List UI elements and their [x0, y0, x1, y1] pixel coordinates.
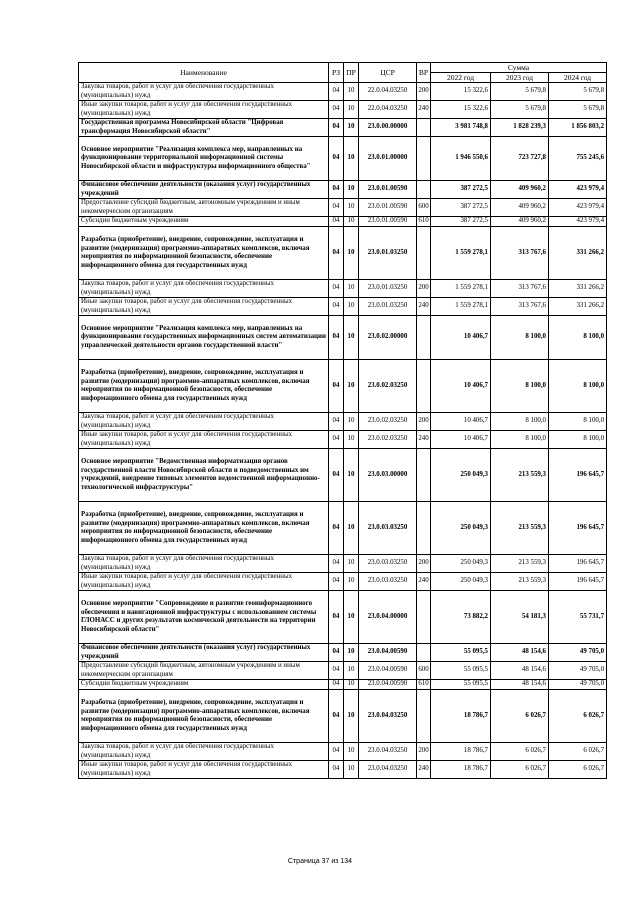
row-vr: 600: [417, 662, 431, 680]
col-header-rz: РЗ: [329, 63, 344, 83]
row-pr: 10: [344, 662, 359, 680]
table-row: [79, 690, 607, 743]
col-header-name: Наименование: [79, 63, 329, 83]
row-csr: 23.0.02.00000: [359, 316, 417, 360]
table-row: [79, 316, 607, 360]
row-sum-2022: 1 559 278,1: [431, 227, 491, 280]
table-row: [79, 502, 607, 555]
row-csr: 23.0.04.00590: [359, 662, 417, 680]
row-name: Разработка (приобретение), внедрение, сопровождение, эксплуатация и развитие (модернизация) программно-аппаратных комплексов, включая мероприятия по информационной безопасности, обеспечение информационного обмена для государственных нужд: [79, 502, 329, 555]
table-row: [79, 137, 607, 181]
row-vr: [417, 181, 431, 199]
row-sum-2024: 423 979,4: [549, 181, 607, 199]
row-name: Разработка (приобретение), внедрение, сопровождение, эксплуатация и развитие (модернизация) программно-аппаратных комплексов, включая мероприятия по информационной безопасности, обеспечение информационного обмена для государственных нужд: [79, 360, 329, 413]
row-sum-2023: 8 100,0: [491, 413, 549, 431]
row-vr: [417, 502, 431, 555]
row-sum-2022: 250 049,3: [431, 573, 491, 591]
row-sum-2022: 1 946 550,6: [431, 137, 491, 181]
row-sum-2023: 48 154,6: [491, 662, 549, 680]
row-sum-2024: 8 100,0: [549, 316, 607, 360]
row-csr: 23.0.03.03250: [359, 573, 417, 591]
row-pr: 10: [344, 573, 359, 591]
row-sum-2023: 8 100,0: [491, 360, 549, 413]
row-name: Основное мероприятие "Реализация комплекса мер, направленных на функционирование территориальной информационной системы Новосибирской области и инфраструктуры информационного общества": [79, 137, 329, 181]
row-vr: 240: [417, 761, 431, 779]
row-sum-2022: 18 786,7: [431, 743, 491, 761]
table-row: [79, 181, 607, 199]
row-sum-2024: 49 705,0: [549, 662, 607, 680]
row-vr: [417, 690, 431, 743]
row-csr: 22.0.04.03250: [359, 83, 417, 101]
row-vr: 240: [417, 573, 431, 591]
table-row: [79, 227, 607, 280]
row-sum-2024: 5 679,8: [549, 83, 607, 101]
row-csr: 23.0.01.03250: [359, 227, 417, 280]
row-name: Закупка товаров, работ и услуг для обеспечения государственных (муниципальных) нужд: [79, 280, 329, 298]
row-rz: 04: [329, 680, 344, 690]
table-row: [79, 360, 607, 413]
row-sum-2022: 15 322,6: [431, 101, 491, 119]
row-name: Субсидии бюджетным учреждениям: [79, 680, 329, 690]
row-rz: 04: [329, 743, 344, 761]
row-sum-2024: 6 026,7: [549, 743, 607, 761]
table-row: [79, 555, 607, 573]
row-csr: 23.0.04.03250: [359, 761, 417, 779]
row-sum-2023: 1 828 239,3: [491, 119, 549, 137]
table-row: [79, 119, 607, 137]
row-name: Иные закупки товаров, работ и услуг для обеспечения государственных (муниципальных) нужд: [79, 298, 329, 316]
row-csr: 23.0.03.00000: [359, 449, 417, 502]
row-csr: 23.0.01.00590: [359, 199, 417, 217]
row-sum-2023: 213 559,3: [491, 449, 549, 502]
row-name: Разработка (приобретение), внедрение, сопровождение, эксплуатация и развитие (модернизация) программно-аппаратных комплексов, включая мероприятия по информационной безопасности, обеспечение информационного обмена для государственных нужд: [79, 690, 329, 743]
row-vr: 200: [417, 280, 431, 298]
row-csr: 23.0.03.03250: [359, 555, 417, 573]
col-header-2024: 2024 год: [549, 73, 607, 83]
row-rz: 04: [329, 217, 344, 227]
row-sum-2023: 723 727,8: [491, 137, 549, 181]
row-sum-2022: 55 095,5: [431, 644, 491, 662]
row-pr: 10: [344, 217, 359, 227]
row-rz: 04: [329, 413, 344, 431]
row-sum-2024: 55 731,7: [549, 591, 607, 644]
row-csr: 23.0.04.00590: [359, 680, 417, 690]
row-name: Разработка (приобретение), внедрение, сопровождение, эксплуатация и развитие (модернизация) программно-аппаратных комплексов, включая мероприятия по информационной безопасности, обеспечение информационного обмена для государственных нужд: [79, 227, 329, 280]
row-sum-2024: 331 266,2: [549, 280, 607, 298]
row-sum-2023: 5 679,8: [491, 101, 549, 119]
table-row: [79, 101, 607, 119]
row-sum-2022: 73 882,2: [431, 591, 491, 644]
row-sum-2022: 10 406,7: [431, 413, 491, 431]
row-pr: 10: [344, 555, 359, 573]
table-row: [79, 644, 607, 662]
row-rz: 04: [329, 591, 344, 644]
row-name: Финансовое обеспечение деятельности (оказания услуг) государственных учреждений: [79, 181, 329, 199]
row-sum-2024: 49 705,0: [549, 680, 607, 690]
row-rz: 04: [329, 83, 344, 101]
row-sum-2023: 54 181,3: [491, 591, 549, 644]
row-sum-2022: 18 786,7: [431, 761, 491, 779]
row-rz: 04: [329, 101, 344, 119]
row-rz: 04: [329, 431, 344, 449]
row-sum-2022: 10 406,7: [431, 316, 491, 360]
row-vr: 240: [417, 101, 431, 119]
col-header-vr: ВР: [417, 63, 431, 83]
row-vr: [417, 360, 431, 413]
row-sum-2022: 250 049,3: [431, 502, 491, 555]
row-sum-2023: 5 679,8: [491, 83, 549, 101]
row-csr: 23.0.04.03250: [359, 743, 417, 761]
row-sum-2023: 409 960,2: [491, 181, 549, 199]
row-sum-2024: 8 100,0: [549, 360, 607, 413]
row-csr: 23.0.01.00000: [359, 137, 417, 181]
col-header-2023: 2023 год: [491, 73, 549, 83]
table-row: [79, 298, 607, 316]
table-row: [79, 431, 607, 449]
row-sum-2022: 387 272,5: [431, 181, 491, 199]
row-sum-2022: 387 272,5: [431, 199, 491, 217]
row-sum-2023: 213 559,3: [491, 573, 549, 591]
row-name: Закупка товаров, работ и услуг для обеспечения государственных (муниципальных) нужд: [79, 83, 329, 101]
row-csr: 23.0.02.03250: [359, 360, 417, 413]
row-rz: 04: [329, 360, 344, 413]
row-sum-2023: 48 154,6: [491, 644, 549, 662]
row-name: Иные закупки товаров, работ и услуг для обеспечения государственных (муниципальных) нужд: [79, 761, 329, 779]
row-vr: 610: [417, 217, 431, 227]
row-pr: 10: [344, 743, 359, 761]
row-csr: 23.0.01.03250: [359, 280, 417, 298]
row-pr: 10: [344, 199, 359, 217]
row-name: Государственная программа Новосибирской области "Цифровая трансформация Новосибирской области": [79, 119, 329, 137]
table-header: [79, 63, 607, 83]
row-sum-2023: 213 559,3: [491, 502, 549, 555]
table-row: [79, 83, 607, 101]
row-rz: 04: [329, 502, 344, 555]
table-row: [79, 662, 607, 680]
row-vr: [417, 227, 431, 280]
row-pr: 10: [344, 680, 359, 690]
row-name: Иные закупки товаров, работ и услуг для обеспечения государственных (муниципальных) нужд: [79, 431, 329, 449]
row-rz: 04: [329, 280, 344, 298]
row-sum-2024: 196 645,7: [549, 555, 607, 573]
row-pr: 10: [344, 83, 359, 101]
table-row: [79, 413, 607, 431]
row-rz: 04: [329, 227, 344, 280]
table-row: [79, 761, 607, 779]
row-pr: 10: [344, 644, 359, 662]
row-pr: 10: [344, 227, 359, 280]
row-rz: 04: [329, 199, 344, 217]
row-csr: 23.0.02.03250: [359, 413, 417, 431]
row-sum-2022: 10 406,7: [431, 360, 491, 413]
row-csr: 23.0.04.03250: [359, 690, 417, 743]
row-rz: 04: [329, 298, 344, 316]
row-sum-2024: 6 026,7: [549, 690, 607, 743]
row-sum-2024: 196 645,7: [549, 449, 607, 502]
row-vr: [417, 644, 431, 662]
row-pr: 10: [344, 298, 359, 316]
row-name: Закупка товаров, работ и услуг для обеспечения государственных (муниципальных) нужд: [79, 555, 329, 573]
row-sum-2023: 409 960,2: [491, 199, 549, 217]
table-row: [79, 280, 607, 298]
row-name: Субсидии бюджетным учреждениям: [79, 217, 329, 227]
row-rz: 04: [329, 644, 344, 662]
row-csr: 22.0.04.03250: [359, 101, 417, 119]
row-pr: 10: [344, 360, 359, 413]
table-body: [79, 83, 607, 779]
row-rz: 04: [329, 449, 344, 502]
row-pr: 10: [344, 181, 359, 199]
row-vr: 200: [417, 83, 431, 101]
row-name: Закупка товаров, работ и услуг для обеспечения государственных (муниципальных) нужд: [79, 743, 329, 761]
row-sum-2024: 8 100,0: [549, 413, 607, 431]
row-name: Закупка товаров, работ и услуг для обеспечения государственных (муниципальных) нужд: [79, 413, 329, 431]
row-vr: [417, 449, 431, 502]
row-rz: 04: [329, 573, 344, 591]
row-vr: 200: [417, 413, 431, 431]
row-csr: 23.0.04.00000: [359, 591, 417, 644]
row-pr: 10: [344, 431, 359, 449]
row-rz: 04: [329, 662, 344, 680]
row-pr: 10: [344, 761, 359, 779]
table-row: [79, 680, 607, 690]
table-row: [79, 743, 607, 761]
row-name: Основное мероприятие "Реализация комплекса мер, направленных на функционирование государственных информационных систем автоматизации управленческой деятельности органов государственной власти": [79, 316, 329, 360]
row-pr: 10: [344, 316, 359, 360]
page-number: Страница 37 из 134: [287, 858, 353, 865]
row-pr: 10: [344, 280, 359, 298]
row-csr: 23.0.02.03250: [359, 431, 417, 449]
row-sum-2023: 6 026,7: [491, 761, 549, 779]
row-name: Финансовое обеспечение деятельности (оказания услуг) государственных учреждений: [79, 644, 329, 662]
row-pr: 10: [344, 137, 359, 181]
row-csr: 23.0.04.00590: [359, 644, 417, 662]
row-sum-2022: 3 981 748,8: [431, 119, 491, 137]
row-sum-2022: 250 049,3: [431, 555, 491, 573]
row-name: Основное мероприятие "Ведомственная информатизация органов государственной власти Новосибирской области и подведомственных им учреждений, внедрение типовых элементов ведомственной информационно-технологической инфраструктуры": [79, 449, 329, 502]
col-header-sum: Сумма: [431, 63, 607, 73]
row-sum-2023: 313 767,6: [491, 298, 549, 316]
row-sum-2024: 196 645,7: [549, 573, 607, 591]
row-sum-2022: 10 406,7: [431, 431, 491, 449]
row-sum-2024: 1 856 803,2: [549, 119, 607, 137]
row-sum-2023: 6 026,7: [491, 743, 549, 761]
row-rz: 04: [329, 690, 344, 743]
row-sum-2024: 331 266,2: [549, 227, 607, 280]
row-csr: 23.0.00.00000: [359, 119, 417, 137]
row-sum-2022: 18 786,7: [431, 690, 491, 743]
row-pr: 10: [344, 591, 359, 644]
row-vr: 240: [417, 298, 431, 316]
row-name: Предоставление субсидий бюджетным, автономным учреждениям и иным некоммерческим организациям: [79, 662, 329, 680]
table-row: [79, 217, 607, 227]
col-header-2022: 2022 год: [431, 73, 491, 83]
row-rz: 04: [329, 119, 344, 137]
row-sum-2023: 6 026,7: [491, 690, 549, 743]
row-pr: 10: [344, 101, 359, 119]
row-sum-2024: 5 679,8: [549, 101, 607, 119]
row-vr: 610: [417, 680, 431, 690]
row-vr: [417, 119, 431, 137]
table-row: [79, 573, 607, 591]
row-sum-2024: 423 979,4: [549, 199, 607, 217]
row-name: Предоставление субсидий бюджетным, автономным учреждениям и иным некоммерческим организациям: [79, 199, 329, 217]
row-pr: 10: [344, 119, 359, 137]
row-sum-2023: 8 100,0: [491, 431, 549, 449]
row-vr: 200: [417, 555, 431, 573]
row-pr: 10: [344, 449, 359, 502]
row-rz: 04: [329, 555, 344, 573]
row-sum-2023: 8 100,0: [491, 316, 549, 360]
row-sum-2022: 55 095,5: [431, 662, 491, 680]
budget-table: [78, 62, 607, 779]
row-rz: 04: [329, 181, 344, 199]
row-sum-2024: 423 979,4: [549, 217, 607, 227]
row-pr: 10: [344, 413, 359, 431]
row-sum-2024: 8 100,0: [549, 431, 607, 449]
row-csr: 23.0.01.03250: [359, 298, 417, 316]
col-header-pr: ПР: [344, 63, 359, 83]
row-vr: 240: [417, 431, 431, 449]
row-vr: [417, 316, 431, 360]
row-rz: 04: [329, 137, 344, 181]
row-vr: 200: [417, 743, 431, 761]
row-vr: [417, 591, 431, 644]
row-sum-2024: 331 266,2: [549, 298, 607, 316]
row-name: Иные закупки товаров, работ и услуг для обеспечения государственных (муниципальных) нужд: [79, 101, 329, 119]
row-sum-2022: 15 322,6: [431, 83, 491, 101]
row-name: Основное мероприятие "Сопровождение и развитие геоинформационного обеспечения и навигационной инфраструктуры с использованием системы ГЛОНАСС и других результатов космической деятельности на территории Новосибирской области": [79, 591, 329, 644]
row-sum-2022: 1 559 278,1: [431, 280, 491, 298]
row-sum-2023: 313 767,6: [491, 280, 549, 298]
row-pr: 10: [344, 502, 359, 555]
row-sum-2022: 1 559 278,1: [431, 298, 491, 316]
row-sum-2022: 55 095,5: [431, 680, 491, 690]
row-csr: 23.0.01.00590: [359, 181, 417, 199]
row-sum-2023: 48 154,6: [491, 680, 549, 690]
row-sum-2023: 409 960,2: [491, 217, 549, 227]
row-name: Иные закупки товаров, работ и услуг для обеспечения государственных (муниципальных) нужд: [79, 573, 329, 591]
row-csr: 23.0.03.03250: [359, 502, 417, 555]
row-sum-2024: 6 026,7: [549, 761, 607, 779]
table-row: [79, 199, 607, 217]
row-rz: 04: [329, 761, 344, 779]
row-pr: 10: [344, 690, 359, 743]
row-sum-2023: 213 559,3: [491, 555, 549, 573]
row-vr: [417, 137, 431, 181]
table-row: [79, 591, 607, 644]
row-sum-2023: 313 767,6: [491, 227, 549, 280]
table-row: [79, 449, 607, 502]
row-sum-2024: 755 245,6: [549, 137, 607, 181]
row-sum-2024: 196 645,7: [549, 502, 607, 555]
col-header-csr: ЦСР: [359, 63, 417, 83]
row-vr: 600: [417, 199, 431, 217]
row-rz: 04: [329, 316, 344, 360]
row-sum-2022: 250 049,3: [431, 449, 491, 502]
row-sum-2022: 387 272,5: [431, 217, 491, 227]
row-sum-2024: 49 705,0: [549, 644, 607, 662]
row-csr: 23.0.01.00590: [359, 217, 417, 227]
